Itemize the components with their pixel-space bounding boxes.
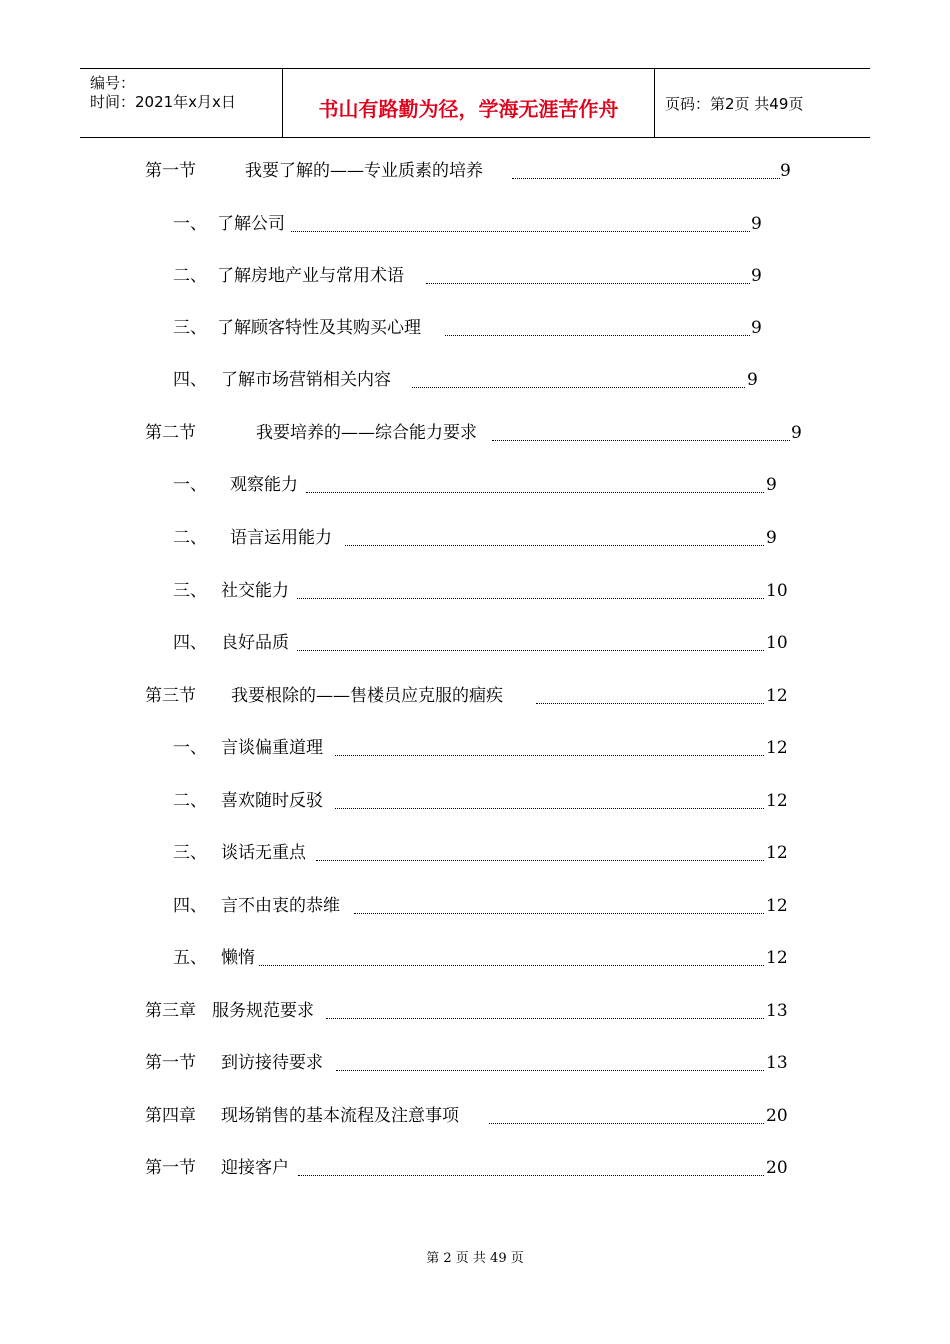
toc-title: 了解顾客特性及其购买心理 <box>217 318 421 338</box>
toc-line[interactable] <box>145 422 815 444</box>
toc-leader <box>345 545 764 546</box>
toc-title: 观察能力 <box>230 475 298 495</box>
toc-page: 12 <box>766 896 788 916</box>
toc-leader <box>492 440 790 441</box>
toc-title: 社交能力 <box>221 581 289 601</box>
header-motto-cell <box>283 69 655 137</box>
toc-page: 9 <box>766 528 777 548</box>
toc-leader <box>354 913 764 914</box>
toc-page: 13 <box>766 1053 788 1073</box>
toc-title: 言谈偏重道理 <box>221 738 323 758</box>
toc-leader <box>412 387 745 388</box>
toc-number: 第三章 <box>145 1001 196 1021</box>
page-header <box>80 68 870 138</box>
toc-leader <box>316 860 764 861</box>
time-label: 时间：2021年x月x日 <box>90 93 236 111</box>
toc-number: 五、 <box>173 948 207 968</box>
toc-page: 20 <box>766 1106 788 1126</box>
toc-title: 了解房地产业与常用术语 <box>217 266 404 286</box>
toc-leader <box>291 231 750 232</box>
toc-page: 9 <box>751 318 762 338</box>
toc-title: 到访接待要求 <box>221 1053 323 1073</box>
toc-title: 我要培养的——综合能力要求 <box>256 423 477 443</box>
number-label: 编号： <box>90 74 136 92</box>
page-footer: 第 2 页 共 49 页 <box>426 1251 524 1266</box>
toc-line[interactable] <box>145 685 795 707</box>
toc-page: 10 <box>766 633 788 653</box>
toc-page: 9 <box>766 475 777 495</box>
toc-line[interactable] <box>173 580 793 602</box>
toc-page: 12 <box>766 791 788 811</box>
toc-line[interactable] <box>173 737 793 759</box>
motto: 书山有路勤为径，学海无涯苦作舟 <box>318 97 619 121</box>
toc-number: 四、 <box>173 896 207 916</box>
toc-number: 三、 <box>173 318 207 338</box>
toc-line[interactable] <box>145 1052 795 1074</box>
toc-line[interactable] <box>145 1105 795 1127</box>
header-page-cell <box>655 69 870 137</box>
toc-leader <box>298 1175 764 1176</box>
toc-number: 一、 <box>173 214 207 234</box>
toc-line[interactable] <box>145 1000 795 1022</box>
toc-leader <box>512 178 780 179</box>
toc-leader <box>326 1018 764 1019</box>
toc-number: 二、 <box>173 266 207 286</box>
toc-line[interactable] <box>145 160 805 182</box>
toc-title: 喜欢随时反驳 <box>221 791 323 811</box>
toc-line[interactable] <box>173 842 793 864</box>
toc-number: 四、 <box>173 633 207 653</box>
page-info: 页码：第2页 共49页 <box>665 95 804 113</box>
toc-line[interactable] <box>173 213 773 235</box>
toc-line[interactable] <box>173 527 793 549</box>
toc-number: 三、 <box>173 843 207 863</box>
toc-leader <box>335 755 764 756</box>
toc-page: 10 <box>766 581 788 601</box>
toc-title: 我要了解的——专业质素的培养 <box>245 161 483 181</box>
toc-title: 良好品质 <box>221 633 289 653</box>
toc-number: 第一节 <box>145 1158 196 1178</box>
toc-title: 语言运用能力 <box>230 528 332 548</box>
toc-title: 迎接客户 <box>221 1158 289 1178</box>
toc-number: 二、 <box>173 528 207 548</box>
toc-page: 9 <box>791 423 802 443</box>
toc-leader <box>426 283 750 284</box>
toc-line[interactable] <box>173 790 793 812</box>
toc-number: 一、 <box>173 475 207 495</box>
toc-line[interactable] <box>173 895 793 917</box>
toc-title: 现场销售的基本流程及注意事项 <box>221 1106 459 1126</box>
toc-leader <box>297 598 764 599</box>
toc-page: 9 <box>751 214 762 234</box>
toc-number: 第一节 <box>145 1053 196 1073</box>
toc-line[interactable] <box>173 947 793 969</box>
toc-leader <box>536 703 764 704</box>
toc-leader <box>259 965 764 966</box>
toc-number: 一、 <box>173 738 207 758</box>
toc-leader <box>445 335 750 336</box>
toc-leader <box>306 492 764 493</box>
toc-title: 谈话无重点 <box>221 843 306 863</box>
toc-number: 二、 <box>173 791 207 811</box>
toc-title: 服务规范要求 <box>212 1001 314 1021</box>
toc-leader <box>489 1123 764 1124</box>
toc-page: 12 <box>766 948 788 968</box>
toc-page: 12 <box>766 843 788 863</box>
header-info-cell <box>80 69 283 137</box>
toc-line[interactable] <box>173 369 773 391</box>
toc-page: 9 <box>780 161 791 181</box>
toc-title: 懒惰 <box>221 948 255 968</box>
toc-title: 言不由衷的恭维 <box>221 896 340 916</box>
toc-line[interactable] <box>173 632 793 654</box>
toc-page: 12 <box>766 686 788 706</box>
toc-line[interactable] <box>145 1157 795 1179</box>
toc-line[interactable] <box>173 265 773 287</box>
toc-leader <box>336 1070 764 1071</box>
toc-line[interactable] <box>173 317 773 339</box>
toc-title: 我要根除的——售楼员应克服的痼疾 <box>231 686 503 706</box>
toc-line[interactable] <box>173 474 793 496</box>
toc-number: 第三节 <box>145 686 196 706</box>
toc-number: 第二节 <box>145 423 196 443</box>
toc-leader <box>335 808 764 809</box>
toc-page: 12 <box>766 738 788 758</box>
toc-title: 了解市场营销相关内容 <box>221 370 391 390</box>
toc-title: 了解公司 <box>217 214 285 234</box>
toc-page: 9 <box>747 370 758 390</box>
toc-leader <box>297 650 764 651</box>
toc-page: 9 <box>751 266 762 286</box>
toc-number: 三、 <box>173 581 207 601</box>
toc-page: 13 <box>766 1001 788 1021</box>
toc-number: 第一节 <box>145 161 196 181</box>
toc-number: 四、 <box>173 370 207 390</box>
toc-number: 第四章 <box>145 1106 196 1126</box>
toc-page: 20 <box>766 1158 788 1178</box>
